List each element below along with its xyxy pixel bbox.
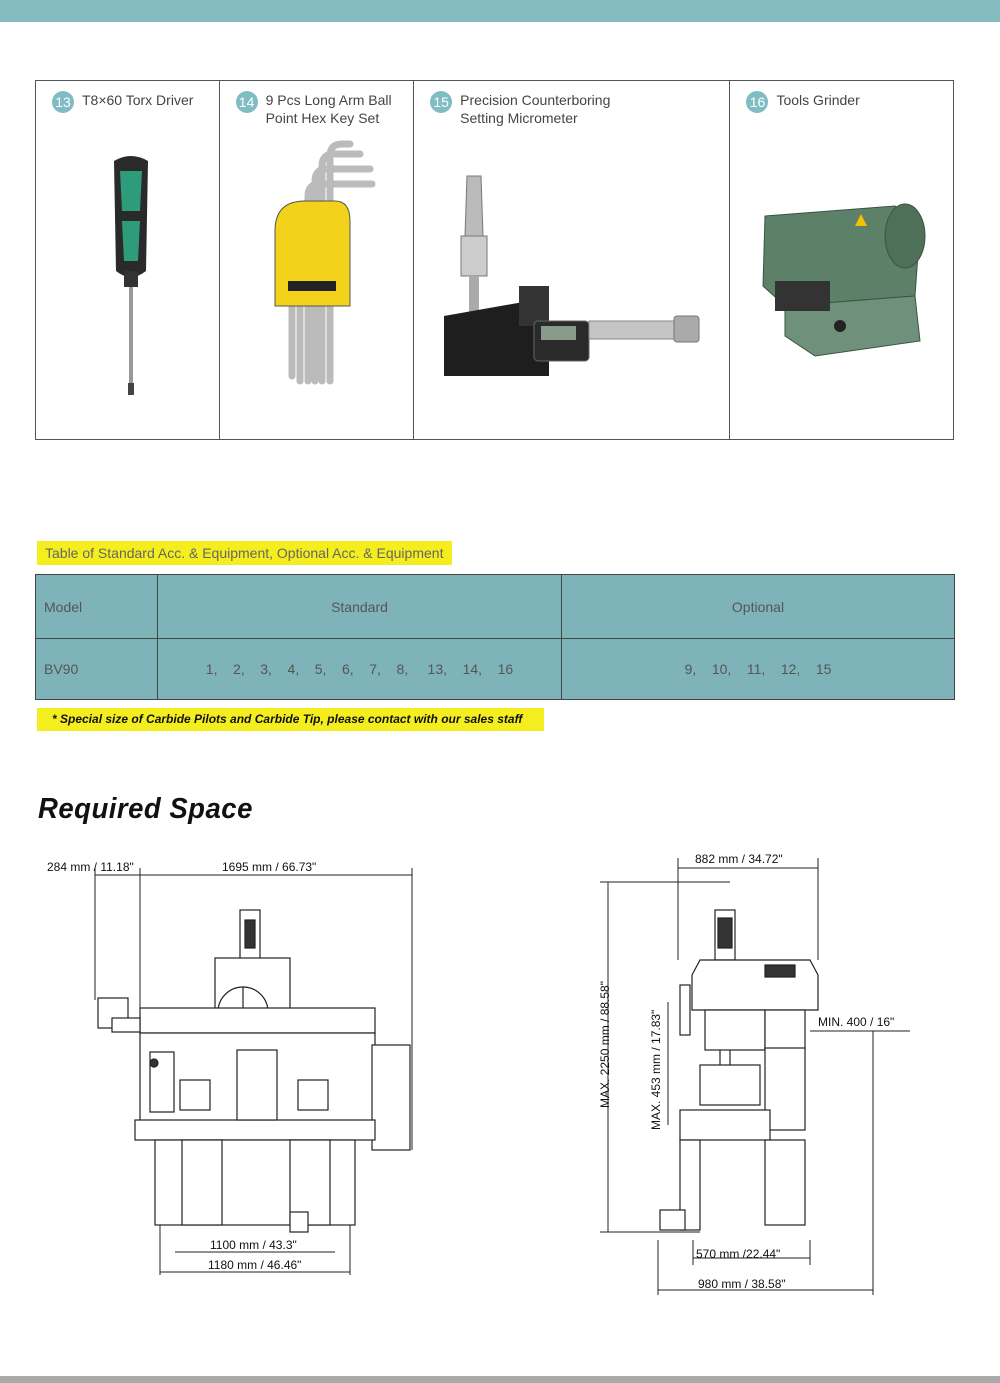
item-name: T8×60 Torx Driver xyxy=(82,92,194,108)
item-name: Precision Counterboring Setting Micrometer xyxy=(460,92,611,126)
dim-side-base-outer: 980 mm / 38.58" xyxy=(698,1277,786,1291)
special-size-note: * Special size of Carbide Pilots and Carbide Tip, please contact with our sales staff xyxy=(37,708,544,731)
item-number-badge: 16 xyxy=(746,91,768,113)
front-view-machine xyxy=(98,910,410,1232)
section-title: Required Space xyxy=(38,793,253,825)
dim-side-max-height: MAX. 2250 mm / 88.58" xyxy=(598,981,612,1108)
dim-side-top-width: 882 mm / 34.72" xyxy=(695,852,783,866)
dim-front-base-inner: 1100 mm / 43.3" xyxy=(210,1238,297,1252)
bottom-bar xyxy=(0,1376,1000,1383)
cell-standard: 1, 2, 3, 4, 5, 6, 7, 8, 13, 14, 16 xyxy=(158,639,562,700)
dim-side-min-clearance: MIN. 400 / 16" xyxy=(818,1015,895,1029)
dim-front-left-offset: 284 mm / 11.18" xyxy=(47,860,134,874)
item-name: 9 Pcs Long Arm Ball Point Hex Key Set xyxy=(265,92,392,126)
item-number-badge: 15 xyxy=(430,91,452,113)
dim-side-max-stroke: MAX. 453 mm / 17.83" xyxy=(649,1009,663,1130)
item-number-badge: 14 xyxy=(236,91,258,113)
dim-front-base-outer: 1180 mm / 46.46" xyxy=(208,1258,302,1272)
table-title: Table of Standard Acc. & Equipment, Optional Acc. & Equipment xyxy=(37,541,452,565)
header-model: Model xyxy=(36,575,158,639)
item-number-badge: 13 xyxy=(52,91,74,113)
dim-side-base-inner: 570 mm /22.44" xyxy=(696,1247,781,1261)
item-name: Tools Grinder xyxy=(776,92,860,108)
side-view-machine xyxy=(660,910,818,1230)
dim-front-total-width: 1695 mm / 66.73" xyxy=(222,860,317,874)
header-optional: Optional xyxy=(562,575,955,639)
cell-optional: 9, 10, 11, 12, 15 xyxy=(562,639,955,700)
cell-model: BV90 xyxy=(36,639,158,700)
header-standard: Standard xyxy=(158,575,562,639)
